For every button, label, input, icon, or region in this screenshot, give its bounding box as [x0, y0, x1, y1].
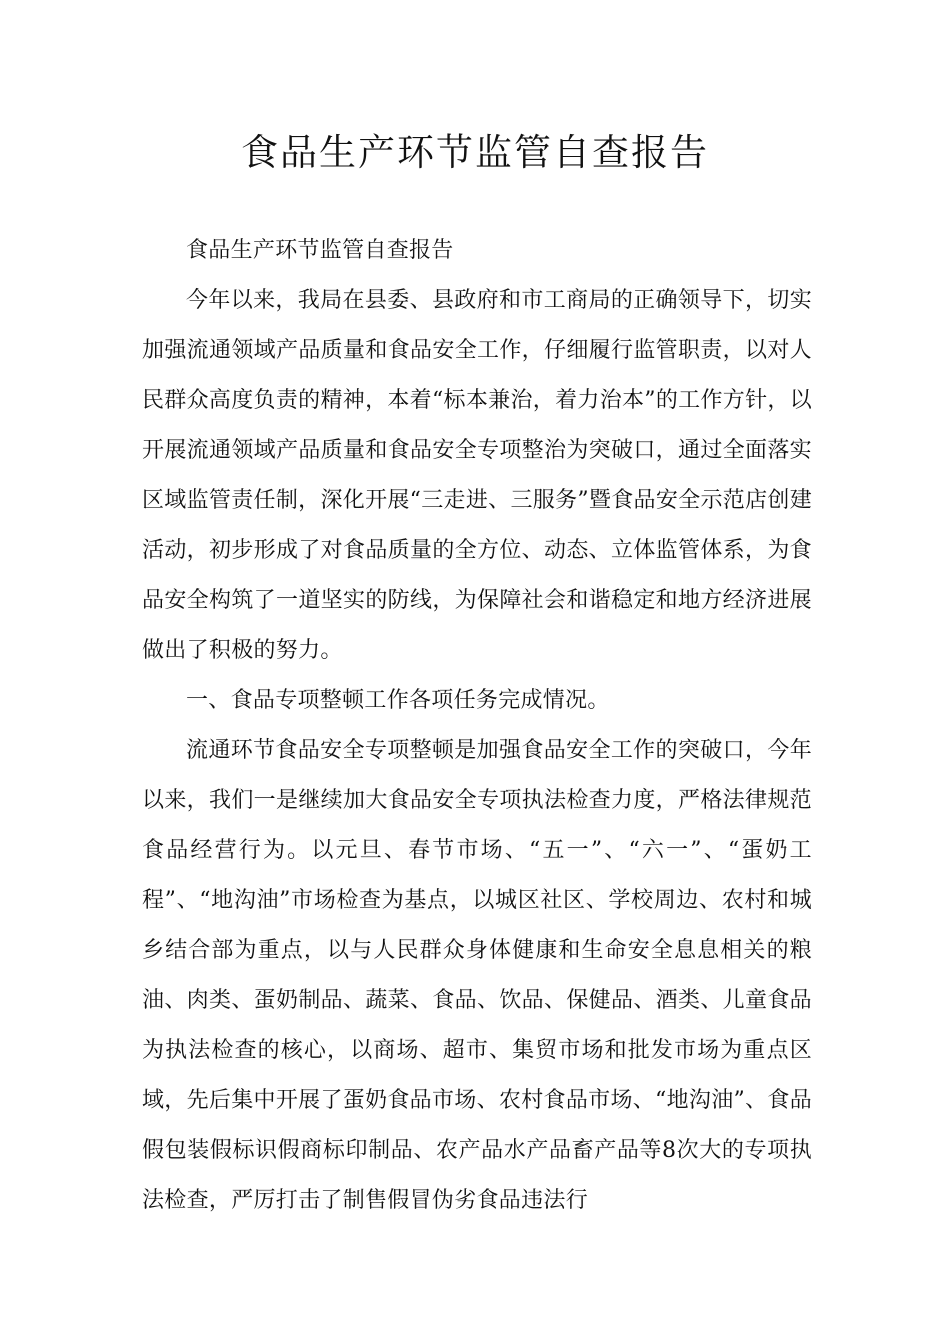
paragraph-section-1: 流通环节食品安全专项整顿是加强食品安全工作的突破口，今年以来，我们一是继续加大食品安全专项执法检查力度，严格法律规范食品经营行为。以元旦、春节市场、“五一”、“六一”、“蛋奶工程”、“地沟油”市场检查为基点，以城区社区、学校周边、农村和城乡结合部为重点，以与人民群众身体健康和生命安全息息相关的粮油、肉类、蛋奶制品、蔬菜、食品、饮品、保健品、酒类、儿童食品为执法检查的核心，以商场、超市、集贸市场和批发市场为重点区域，先后集中开展了蛋奶食品市场、农村食品市场、“地沟油”、食品假包装假标识假商标印制品、农产品水产品畜产品等8次大的专项执法检查，严厉打击了制售假冒伪劣食品违法行 — [142, 738, 812, 1213]
paragraph-intro: 今年以来，我局在县委、县政府和市工商局的正确领导下，切实加强流通领域产品质量和食品安全工作，仔细履行监管职责，以对人民群众高度负责的精神，本着“标本兼治，着力治本”的工作方针，以开展流通领域产品质量和食品安全专项整治为突破口，通过全面落实区域监管责任制，深化开展“三走进、三服务”暨食品安全示范店创建活动，初步形成了对食品质量的全方位、动态、立体监管体系，为食品安全构筑了一道坚实的防线，为保障社会和谐稳定和地方经济进展做出了积极的努力。 — [142, 288, 812, 663]
section-heading-1: 一、食品专项整顿工作各项任务完成情况。 — [186, 688, 610, 713]
document-title: 食品生产环节监管自查报告 — [241, 131, 709, 174]
paragraph-subtitle: 食品生产环节监管自查报告 — [186, 238, 454, 263]
document-body — [142, 226, 812, 1226]
